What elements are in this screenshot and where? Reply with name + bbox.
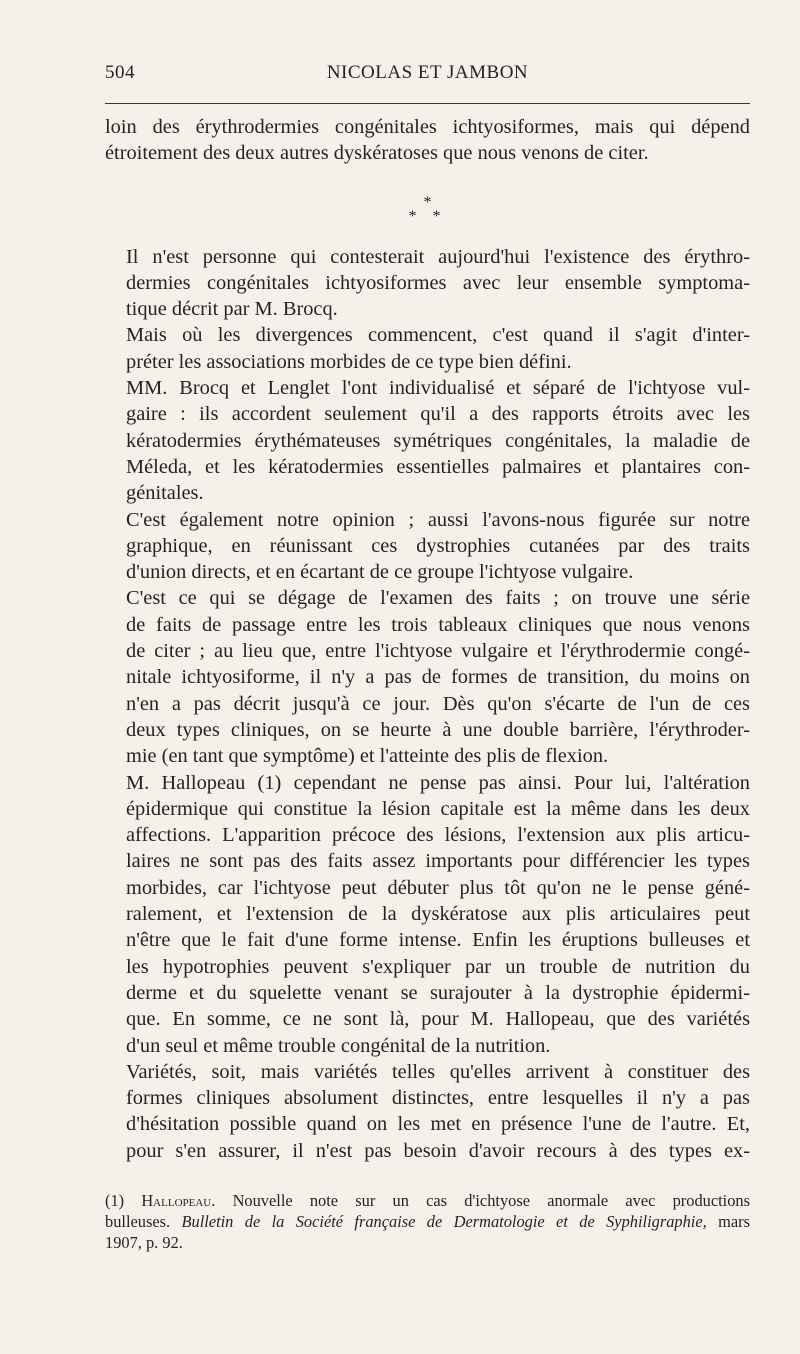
text-line: nitale ichtyosiforme, il n'y a pas de formes de transition, du moins on xyxy=(126,666,750,689)
text-line: Il n'est personne qui contesterait aujourd'hui l'existence des érythro- xyxy=(126,245,750,268)
text-line: Méleda, et les kératodermies essentielles palmaires et plantaires con- xyxy=(126,455,750,478)
section-separator xyxy=(105,196,750,224)
text-line: que. En somme, ce ne sont là, pour M. Hallopeau, que des variétés xyxy=(126,1008,750,1031)
text-line: étroitement des deux autres dyskératoses que nous venons de citer. xyxy=(105,142,649,165)
text-line: morbides, car l'ichtyose peut débuter plus tôt qu'on ne le pense géné- xyxy=(126,876,750,899)
text-line: M. Hallopeau (1) cependant ne pense pas ainsi. Pour lui, l'altération xyxy=(126,771,750,794)
footnote-journal: Bulletin de la Société française de Dermatologie et de Syphiligraphie, xyxy=(181,1212,707,1231)
text-line: de faits de passage entre les trois tableaux cliniques que nous venons xyxy=(126,613,750,636)
text-line: épidermique qui constitue la lésion capitale est la même dans les deux xyxy=(126,797,750,820)
paragraph xyxy=(105,114,750,167)
paragraph xyxy=(105,244,750,323)
text-line: pour s'en assurer, il n'est pas besoin d'avoir recours à des types ex- xyxy=(126,1139,750,1162)
text-line: d'union directs, et en écartant de ce groupe l'ichtyose vulgaire. xyxy=(126,561,634,584)
text-line: MM. Brocq et Lenglet l'ont individualisé et séparé de l'ichtyose vul- xyxy=(126,377,750,400)
paragraph xyxy=(105,375,750,506)
footnote-line xyxy=(105,1190,750,1211)
text-line: Variétés, soit, mais variétés telles qu'elles arrivent à constituer des xyxy=(126,1060,750,1083)
footnote-text: mars xyxy=(718,1212,750,1231)
text-line: C'est ce qui se dégage de l'examen des faits ; on trouve une série xyxy=(126,587,750,610)
text-line: formes cliniques absolument distinctes, entre lesquelles il n'y a pas xyxy=(126,1087,750,1110)
paragraph xyxy=(105,1059,750,1164)
running-title: NICOLAS ET JAMBON xyxy=(326,62,529,83)
footnote-text: Nouvelle note sur un cas d'ichtyose anormale avec productions xyxy=(232,1191,751,1210)
paragraph xyxy=(105,585,750,769)
paragraph xyxy=(105,507,750,586)
text-line: graphique, en réunissant ces dystrophies cutanées par des traits xyxy=(126,534,750,557)
paragraph xyxy=(105,770,750,1059)
text-line: gaire : ils accordent seulement qu'il a des rapports étroits avec les xyxy=(126,403,750,426)
page-header xyxy=(105,62,750,92)
text-line: d'un seul et même trouble congénital de la nutrition. xyxy=(126,1034,551,1057)
footnote-line xyxy=(105,1211,750,1232)
text-line: dermies congénitales ichtyosiformes avec leur ensemble symptoma- xyxy=(126,271,750,294)
footnote-text: bulleuses. xyxy=(105,1212,171,1231)
separator-stars-bottom: * * xyxy=(408,208,447,225)
text-line: préter les associations morbides de ce type bien défini. xyxy=(126,350,572,373)
text-line: tique décrit par M. Brocq. xyxy=(126,298,338,321)
text-line: laires ne sont pas des faits assez importants pour différencier les types xyxy=(126,850,750,873)
footnote-line: 1907, p. 92. xyxy=(105,1233,183,1252)
text-line: derme et du squelette venant se surajouter à la dystrophie épidermi- xyxy=(126,981,750,1004)
text-line: kératodermies érythémateuses symétriques congénitales, la maladie de xyxy=(126,429,750,452)
paragraph xyxy=(105,322,750,375)
text-line: génitales. xyxy=(126,482,204,505)
text-line: les hypotrophies peuvent s'expliquer par un trouble de nutrition du xyxy=(126,955,750,978)
text-line: Mais où les divergences commencent, c'est quand il s'agit d'inter- xyxy=(126,324,750,347)
text-line: de citer ; au lieu que, entre l'ichtyose vulgaire et l'érythrodermie congé- xyxy=(126,640,750,663)
footnote-marker: (1) xyxy=(105,1191,125,1210)
text-line: C'est également notre opinion ; aussi l'avons-nous figurée sur notre xyxy=(126,508,750,531)
main-text xyxy=(105,114,750,1164)
text-line: n'en a pas décrit jusqu'à ce jour. Dès qu'on s'écarte de l'un de ces xyxy=(126,692,750,715)
text-line: affections. L'apparition précoce des lésions, l'extension aux plis articu- xyxy=(126,824,750,847)
text-line: ralement, et l'extension de la dyskératose aux plis articulaires peut xyxy=(126,903,750,926)
text-line: loin des érythrodermies congénitales ichtyosiformes, mais qui dépend xyxy=(105,116,750,138)
text-line: n'être que le fait d'une forme intense. Enfin les éruptions bulleuses et xyxy=(126,929,750,952)
separator-star-top: * xyxy=(423,194,432,211)
text-line: d'hésitation possible quand on les met en présence l'une de l'autre. Et, xyxy=(126,1113,750,1136)
page-number: 504 xyxy=(105,62,135,83)
footnote xyxy=(105,1190,750,1253)
text-line: deux types cliniques, on se heurte à une double barrière, l'érythroder- xyxy=(126,718,750,741)
footnote-author: Hallopeau. xyxy=(141,1191,216,1210)
text-line: mie (en tant que symptôme) et l'atteinte des plis de flexion. xyxy=(126,745,609,768)
header-rule xyxy=(105,103,750,104)
